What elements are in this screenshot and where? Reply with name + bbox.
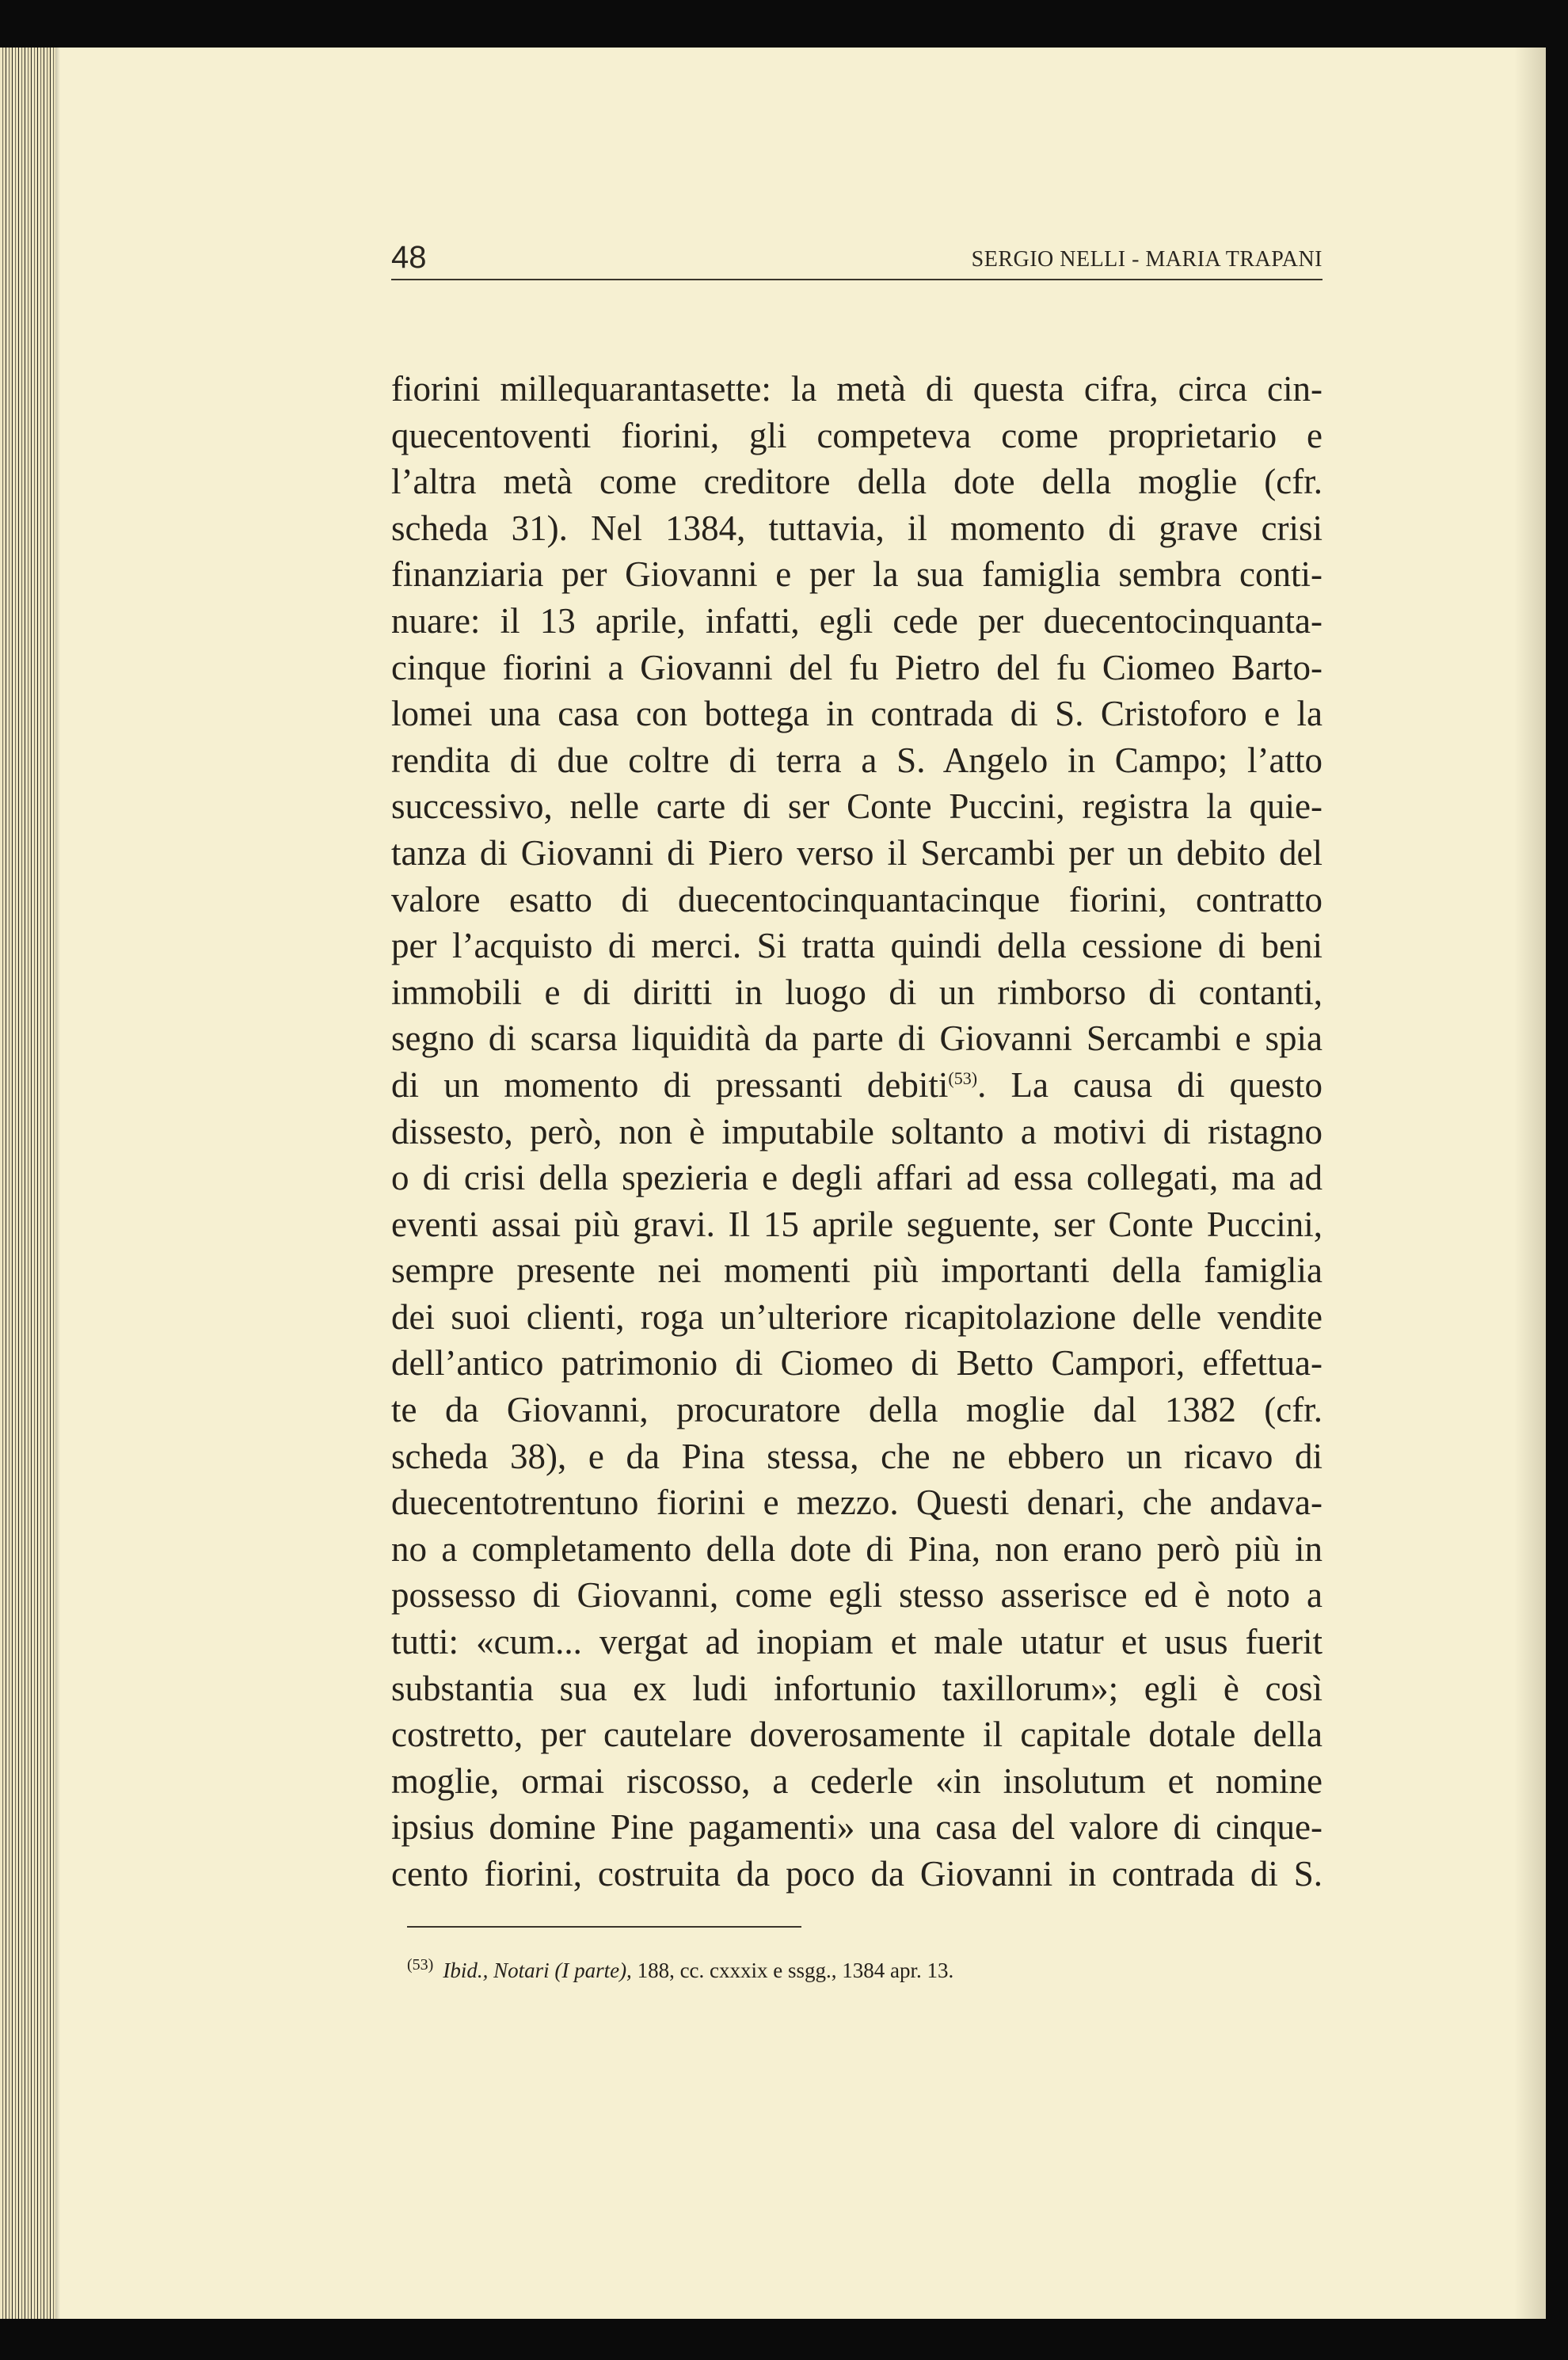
footnote-rule	[407, 1926, 801, 1928]
text-line: scheda 31). Nel 1384, tuttavia, il momento di grave crisi	[391, 508, 1323, 548]
text-line: cinque fiorini a Giovanni del fu Pietro del fu Ciomeo Barto-	[391, 647, 1323, 687]
text-line: scheda 38), e da Pina stessa, che ne ebbero un ricavo di	[391, 1436, 1323, 1476]
line-text: . La causa di questo	[977, 1064, 1323, 1105]
body-text	[391, 366, 1323, 1898]
footnote-citation: 188, cc. cxxxix e ssgg., 1384 apr. 13.	[631, 1958, 954, 1982]
text-line: sempre presente nei momenti più importanti della famiglia	[391, 1250, 1323, 1291]
text-line: te da Giovanni, procuratore della moglie dal 1382 (cfr.	[391, 1390, 1323, 1430]
text-line: immobili e di diritti in luogo di un rimborso di contanti,	[391, 972, 1323, 1012]
text-line: lomei una casa con bottega in contrada di S. Cristoforo e la	[391, 694, 1323, 734]
text-line: successivo, nelle carte di ser Conte Puccini, registra la quie-	[391, 786, 1323, 827]
text-line: dissesto, però, non è imputabile soltanto a motivi di ristagno	[391, 1111, 1323, 1151]
footnote-reference: (53)	[948, 1068, 978, 1088]
text-line: l’altra metà come creditore della dote della moglie (cfr.	[391, 462, 1323, 502]
text-line: segno di scarsa liquidità da parte di Giovanni Sercambi e spia	[391, 1018, 1323, 1059]
text-line: cento fiorini, costruita da poco da Giovanni in contrada di S.	[391, 1854, 1323, 1894]
text-line: nuare: il 13 aprile, infatti, egli cede per duecentocinquanta-	[391, 600, 1323, 641]
running-head	[391, 234, 1323, 280]
text-line: tanza di Giovanni di Piero verso il Sercambi per un debito del	[391, 832, 1323, 873]
text-line: rendita di due coltre di terra a S. Angelo in Campo; l’atto	[391, 740, 1323, 780]
text-line: costretto, per cautelare doverosamente il capitale dotale della	[391, 1715, 1323, 1755]
header-rule	[391, 279, 1323, 280]
page-number: 48	[391, 240, 427, 275]
text-line: tutti: «cum... vergat ad inopiam et male utatur et usus fuerit	[391, 1622, 1323, 1662]
text-line: dell’antico patrimonio di Ciomeo di Betto Campori, effettua-	[391, 1343, 1323, 1384]
text-line: valore esatto di duecentocinquantacinque fiorini, contratto	[391, 879, 1323, 919]
text-line: finanziaria per Giovanni e per la sua famiglia sembra conti-	[391, 554, 1323, 595]
text-line: moglie, ormai riscosso, a cederle «in insolutum et nomine	[391, 1760, 1323, 1801]
text-line: quecentoventi fiorini, gli competeva come proprietario e	[391, 415, 1323, 455]
text-line: duecentotrentuno fiorini e mezzo. Questi denari, che andava-	[391, 1483, 1323, 1523]
text-line: o di crisi della spezieria e degli affari ad essa collegati, ma ad	[391, 1158, 1323, 1198]
footnote-mark: (53)	[407, 1956, 434, 1974]
footnote	[407, 1955, 1323, 1986]
text-line: possesso di Giovanni, come egli stesso asserisce ed è noto a	[391, 1575, 1323, 1616]
text-line: no a completamento della dote di Pina, non erano però più in	[391, 1528, 1323, 1569]
text-line: dei suoi clienti, roga un’ulteriore ricapitolazione delle vendite	[391, 1296, 1323, 1337]
text-line-with-note	[391, 1062, 1323, 1109]
text-line: per l’acquisto di merci. Si tratta quindi della cessione di beni	[391, 926, 1323, 966]
text-line: eventi assai più gravi. Il 15 aprile seguente, ser Conte Puccini,	[391, 1204, 1323, 1244]
footnote-source: Ibid., Notari (I parte),	[443, 1958, 632, 1982]
running-title: SERGIO NELLI - MARIA TRAPANI	[971, 247, 1323, 272]
line-text: di un momento di pressanti debiti	[391, 1064, 949, 1105]
text-line: ipsius domine Pine pagamenti» una casa del valore di cinque-	[391, 1807, 1323, 1848]
text-line: substantia sua ex ludi infortunio taxillorum»; egli è così	[391, 1668, 1323, 1708]
text-line: fiorini millequarantasette: la metà di questa cifra, circa cin-	[391, 369, 1323, 409]
